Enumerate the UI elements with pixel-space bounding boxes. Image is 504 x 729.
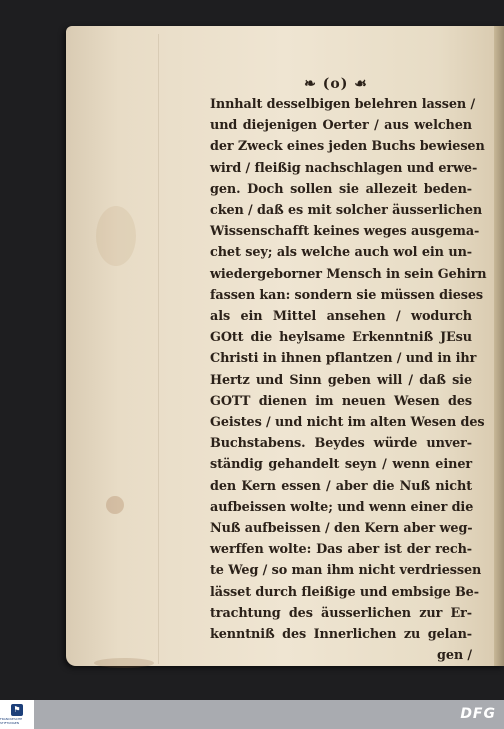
text-line: cken / daß es mit solcher äusserlichen (210, 203, 483, 219)
text-lines (210, 94, 487, 645)
text-line: ständig gehandelt seyn / wenn einer (210, 457, 472, 473)
text-line: als ein Mittel ansehen / wodurch (210, 309, 472, 325)
text-line: Christi in ihnen pflantzen / und in ihr (210, 351, 477, 367)
ornament-left-icon: ❧ (304, 76, 317, 92)
page-text-block (210, 74, 487, 666)
text-line: Wissenschafft keines weges ausgema- (210, 224, 480, 240)
page-fold-line (158, 34, 159, 664)
text-line: Nuß aufbeissen / den Kern aber weg- (210, 521, 473, 537)
page-header-signature (200, 74, 472, 94)
text-line: GOtt die heylsame Erkenntniß JEsu (210, 330, 472, 346)
paper-stain (96, 206, 136, 266)
paper-stain (106, 496, 124, 514)
text-line: Buchstabens. Beydes würde unver- (210, 436, 472, 452)
text-line: Innhalt desselbigen belehren lassen / (210, 97, 476, 112)
text-line: te Weg / so man ihm nicht verdriessen (210, 563, 482, 579)
paper-stain (94, 658, 154, 668)
catchword: gen / (436, 648, 472, 664)
ornament-right-icon: ☙ (354, 76, 368, 92)
text-line: wird / fleißig nachschlagen und erwe- (210, 160, 478, 176)
text-line: den Kern essen / aber die Nuß nicht (210, 478, 472, 494)
institution-logo[interactable] (0, 700, 34, 729)
text-line: und diejenigen Oerter / aus welchen (210, 118, 472, 134)
signature-mark: (o) (322, 76, 349, 92)
text-line: aufbeissen wolte; und wenn einer die (210, 499, 474, 515)
text-line: fassen kan: sondern sie müssen dieses (210, 287, 484, 303)
text-line: GOTT dienen im neuen Wesen des (210, 393, 472, 409)
text-line: Geistes / und nicht im alten Wesen des (210, 415, 485, 431)
adjacent-page-edge (494, 26, 504, 666)
text-line: chet sey; als welche auch wol ein un- (210, 245, 472, 261)
dfg-logo[interactable]: DFG (460, 706, 496, 722)
text-line: Hertz und Sinn geben will / daß sie (210, 372, 472, 388)
text-line: gen. Doch sollen sie allezeit beden- (210, 181, 472, 197)
text-line: trachtung des äusserlichen zur Er- (210, 605, 472, 621)
text-line: wiedergeborner Mensch in sein Gehirn (210, 266, 487, 282)
text-line: werffen wolte: Das aber ist der rech- (210, 542, 472, 558)
viewer-footer-bar (0, 700, 504, 729)
text-line: lässet durch fleißige und embsige Be- (210, 584, 479, 600)
text-line: kenntniß des Innerlichen zu gelan- (210, 627, 472, 643)
text-line: der Zweck eines jeden Buchs bewiesen (210, 139, 485, 155)
franckesche-stiftungen-logo-icon: ⚑ (11, 704, 23, 716)
logo-caption: FRANCKESCHE STIFTUNGEN (0, 717, 23, 725)
